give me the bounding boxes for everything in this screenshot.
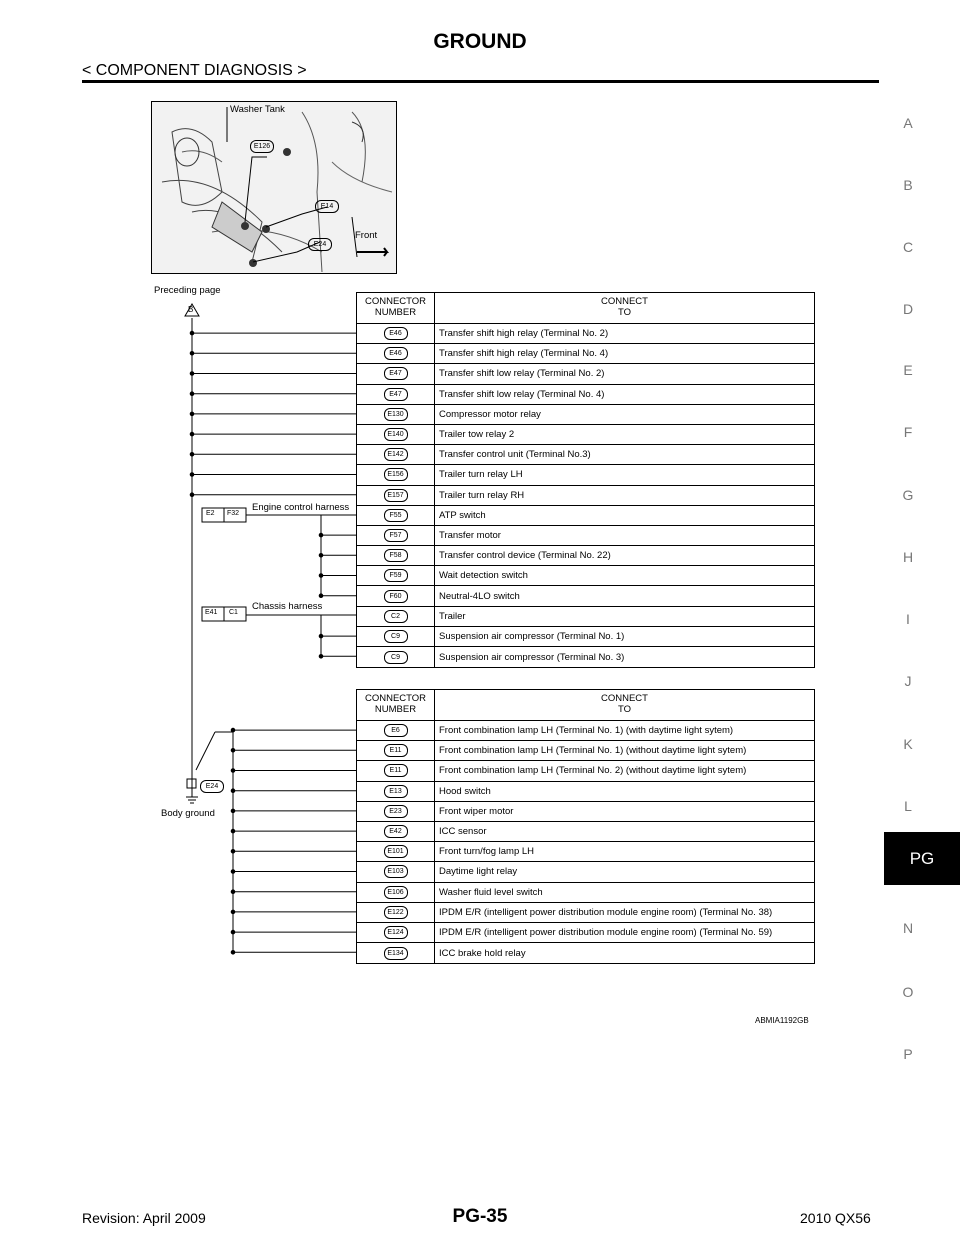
connector-badge: F58	[384, 549, 408, 562]
connect-to-cell: ICC sensor	[439, 826, 487, 838]
ground-connector: E24	[200, 780, 224, 793]
connector-cell	[357, 546, 435, 565]
table-row	[357, 344, 814, 364]
junction-dot	[231, 789, 235, 793]
connect-to-cell: Trailer turn relay LH	[439, 469, 523, 481]
connect-to-cell: Transfer control device (Terminal No. 22)	[439, 550, 611, 562]
table-row	[357, 923, 814, 943]
connector-cell	[357, 566, 435, 585]
side-index-letter[interactable]: L	[904, 798, 912, 814]
table-row	[357, 364, 814, 384]
junction-dot	[190, 432, 194, 436]
connector-badge: C9	[384, 651, 408, 664]
connect-to-cell: Transfer motor	[439, 529, 501, 541]
side-index-letter[interactable]: O	[902, 984, 914, 1000]
connector-cell	[357, 324, 435, 343]
connector-badge: F55	[384, 509, 408, 522]
connector-badge: E11	[384, 764, 408, 777]
figure-id: ABMIA1192GB	[755, 1016, 809, 1025]
table-header	[357, 690, 814, 721]
connector-cell	[357, 647, 435, 667]
side-index-letter[interactable]: G	[902, 487, 914, 503]
connector-badge: E23	[384, 805, 408, 818]
table-row	[357, 761, 814, 781]
col-connector-number: CONNECTOR	[364, 693, 427, 704]
col-connector-number: CONNECTOR	[364, 296, 427, 307]
junction-dot	[231, 850, 235, 854]
side-index-letter[interactable]: C	[902, 239, 914, 255]
connect-to-cell: Washer fluid level switch	[439, 886, 543, 898]
side-index-letter[interactable]: D	[902, 301, 914, 317]
page-title: GROUND	[433, 30, 527, 53]
table-row	[357, 566, 814, 586]
table-row	[357, 526, 814, 546]
connect-to-cell: ICC brake hold relay	[439, 947, 526, 959]
connector-badge: E140	[384, 428, 408, 441]
table-row	[357, 546, 814, 566]
connector-cell	[357, 586, 435, 605]
table-row	[357, 486, 814, 506]
connector-badge: E106	[384, 886, 408, 899]
junction-dot	[190, 331, 194, 335]
connector-cell	[357, 364, 435, 383]
table-row	[357, 883, 814, 903]
connect-to-cell: Trailer	[439, 610, 466, 622]
junction-dot	[231, 870, 235, 874]
table-row	[357, 445, 814, 465]
connector-cell	[357, 822, 435, 841]
table-row	[357, 506, 814, 526]
connect-to-cell: Front combination lamp LH (Terminal No. 1) (without daytime light sytem)	[439, 745, 747, 757]
junction-dot	[231, 809, 235, 813]
table-row	[357, 782, 814, 802]
table-row	[357, 647, 814, 667]
table-row	[357, 405, 814, 425]
col-connect-to: TO	[617, 704, 632, 715]
connector-badge: E142	[384, 448, 408, 461]
connector-cell	[357, 883, 435, 902]
connector-table-1	[356, 292, 815, 668]
harness-connector: E41	[205, 609, 218, 616]
col-connector-number: NUMBER	[374, 307, 417, 318]
connector-cell	[357, 943, 435, 963]
connector-badge: E157	[384, 489, 408, 502]
connect-to-cell: Daytime light relay	[439, 866, 518, 878]
connector-cell	[357, 405, 435, 424]
connector-cell	[357, 526, 435, 545]
connect-to-cell: Transfer shift low relay (Terminal No. 4)	[439, 388, 605, 400]
table-row	[357, 802, 814, 822]
side-index-letter[interactable]: A	[903, 115, 913, 131]
junction-dot	[231, 728, 235, 732]
col-connect-to: TO	[617, 307, 632, 318]
connector-cell	[357, 782, 435, 801]
connect-to-cell: Hood switch	[439, 785, 491, 797]
table-row	[357, 586, 814, 606]
connector-badge: E103	[384, 865, 408, 878]
connector-badge: E6	[384, 724, 408, 737]
connector-badge: E47	[384, 388, 408, 401]
side-index-letter[interactable]: P	[903, 1046, 913, 1062]
revision-text: Revision: April 2009	[82, 1210, 206, 1226]
col-connect-to: CONNECT	[601, 296, 648, 307]
connector-badge: E101	[384, 845, 408, 858]
junction-dot	[190, 392, 194, 396]
table-row	[357, 721, 814, 741]
connect-to-cell: Compressor motor relay	[439, 408, 541, 420]
junction-dot	[231, 910, 235, 914]
side-index-letter[interactable]: K	[903, 736, 913, 752]
connector-badge: E156	[384, 468, 408, 481]
body-ground-label: Body ground	[161, 808, 215, 819]
table-row	[357, 465, 814, 485]
table-header	[357, 293, 814, 324]
connector-badge: E124	[384, 926, 408, 939]
connect-to-cell: Neutral-4LO switch	[439, 590, 520, 602]
table-row	[357, 943, 814, 963]
junction-dot	[231, 749, 235, 753]
section-subtitle: < COMPONENT DIAGNOSIS >	[82, 62, 307, 79]
table-row	[357, 607, 814, 627]
connector-cell	[357, 721, 435, 740]
connector-badge: E122	[384, 906, 408, 919]
connector-cell	[357, 506, 435, 525]
table-row	[357, 842, 814, 862]
connector-badge: F60	[384, 590, 408, 603]
connector-cell	[357, 465, 435, 484]
connector-cell	[357, 802, 435, 821]
connector-cell	[357, 761, 435, 780]
col-connect-to: CONNECT	[601, 693, 648, 704]
connector-cell	[357, 842, 435, 861]
connector-cell	[357, 903, 435, 922]
connector-badge: E42	[384, 825, 408, 838]
front-label: Front	[355, 230, 378, 241]
connector-badge: E126	[250, 140, 274, 153]
connect-to-cell: Front combination lamp LH (Terminal No. 2) (without daytime light sytem)	[439, 765, 747, 777]
harness-connector: F32	[227, 510, 240, 517]
table-row	[357, 741, 814, 761]
connector-cell	[357, 627, 435, 646]
connector-cell	[357, 607, 435, 626]
junction-dot	[231, 769, 235, 773]
connector-badge: E24	[308, 238, 332, 251]
side-index-letter[interactable]: B	[903, 177, 913, 193]
side-index-letter[interactable]: J	[904, 673, 912, 689]
harness-connector: E2	[206, 510, 215, 517]
junction-dot	[231, 930, 235, 934]
connector-badge: E134	[384, 947, 408, 960]
connector-badge: E46	[384, 327, 408, 340]
connector-badge: F59	[384, 569, 408, 582]
junction-dot	[231, 829, 235, 833]
connector-badge: E46	[384, 347, 408, 360]
side-index-letter[interactable]: H	[902, 549, 914, 565]
connect-to-cell: IPDM E/R (intelligent power distribution module engine room) (Terminal No. 38)	[439, 906, 773, 918]
connect-to-cell: Suspension air compressor (Terminal No. 3)	[439, 651, 625, 663]
model-text: 2010 QX56	[800, 1210, 871, 1226]
junction-dot	[190, 453, 194, 457]
connect-to-cell: Suspension air compressor (Terminal No. 1)	[439, 630, 625, 642]
connect-to-cell: Transfer shift high relay (Terminal No. 4)	[439, 348, 609, 360]
harness-connector: C1	[229, 609, 238, 616]
table-row	[357, 627, 814, 647]
col-connector-number: NUMBER	[374, 704, 417, 715]
junction-dot	[231, 890, 235, 894]
table-row	[357, 324, 814, 344]
connect-to-cell: ATP switch	[439, 509, 486, 521]
connector-badge: E47	[384, 367, 408, 380]
connector-badge: E130	[384, 408, 408, 421]
connector-badge: E14	[315, 200, 339, 213]
table-row	[357, 862, 814, 882]
connector-badge: E13	[384, 785, 408, 798]
connector-cell	[357, 385, 435, 404]
junction-dot	[190, 372, 194, 376]
connector-cell	[357, 923, 435, 942]
connector-table-2	[356, 689, 815, 964]
connector-cell	[357, 445, 435, 464]
junction-dot	[190, 473, 194, 477]
connect-to-cell: Wait detection switch	[439, 570, 528, 582]
connector-badge: E11	[384, 744, 408, 757]
connect-to-cell: Front combination lamp LH (Terminal No. 1) (with daytime light sytem)	[439, 725, 734, 737]
junction-dot	[231, 951, 235, 955]
connector-badge: C9	[384, 630, 408, 643]
page-marker: B	[188, 305, 194, 314]
engine-harness-label: Engine control harness	[252, 502, 350, 513]
table-row	[357, 903, 814, 923]
connector-cell	[357, 741, 435, 760]
connector-cell	[357, 425, 435, 444]
connect-to-cell: Transfer shift low relay (Terminal No. 2)	[439, 368, 605, 380]
side-tab-active[interactable]: PG	[884, 832, 960, 885]
junction-dot	[190, 352, 194, 356]
connector-badge: F57	[384, 529, 408, 542]
junction-dot	[190, 412, 194, 416]
side-index-letter[interactable]: F	[903, 424, 913, 440]
connector-cell	[357, 486, 435, 505]
table-row	[357, 385, 814, 405]
connect-to-cell: Transfer control unit (Terminal No.3)	[439, 449, 591, 461]
side-index-letter[interactable]: E	[903, 362, 913, 378]
connector-cell	[357, 862, 435, 881]
chassis-harness-label: Chassis harness	[252, 601, 323, 612]
preceding-page-label: Preceding page	[154, 285, 221, 296]
junction-dot	[190, 493, 194, 497]
connect-to-cell: Trailer turn relay RH	[439, 489, 525, 501]
connector-badge: C2	[384, 610, 408, 623]
side-index-letter[interactable]: N	[902, 920, 914, 936]
connect-to-cell: Trailer tow relay 2	[439, 429, 515, 441]
connect-to-cell: Front wiper motor	[439, 805, 514, 817]
table-row	[357, 822, 814, 842]
connect-to-cell: Transfer shift high relay (Terminal No. 2)	[439, 328, 609, 340]
washer-tank-label: Washer Tank	[230, 104, 285, 115]
side-index-letter[interactable]: I	[906, 611, 910, 627]
connect-to-cell: Front turn/fog lamp LH	[439, 846, 535, 858]
connector-cell	[357, 344, 435, 363]
page-number: PG-35	[452, 1206, 508, 1227]
connect-to-cell: IPDM E/R (intelligent power distribution module engine room) (Terminal No. 59)	[439, 926, 773, 938]
table-row	[357, 425, 814, 445]
